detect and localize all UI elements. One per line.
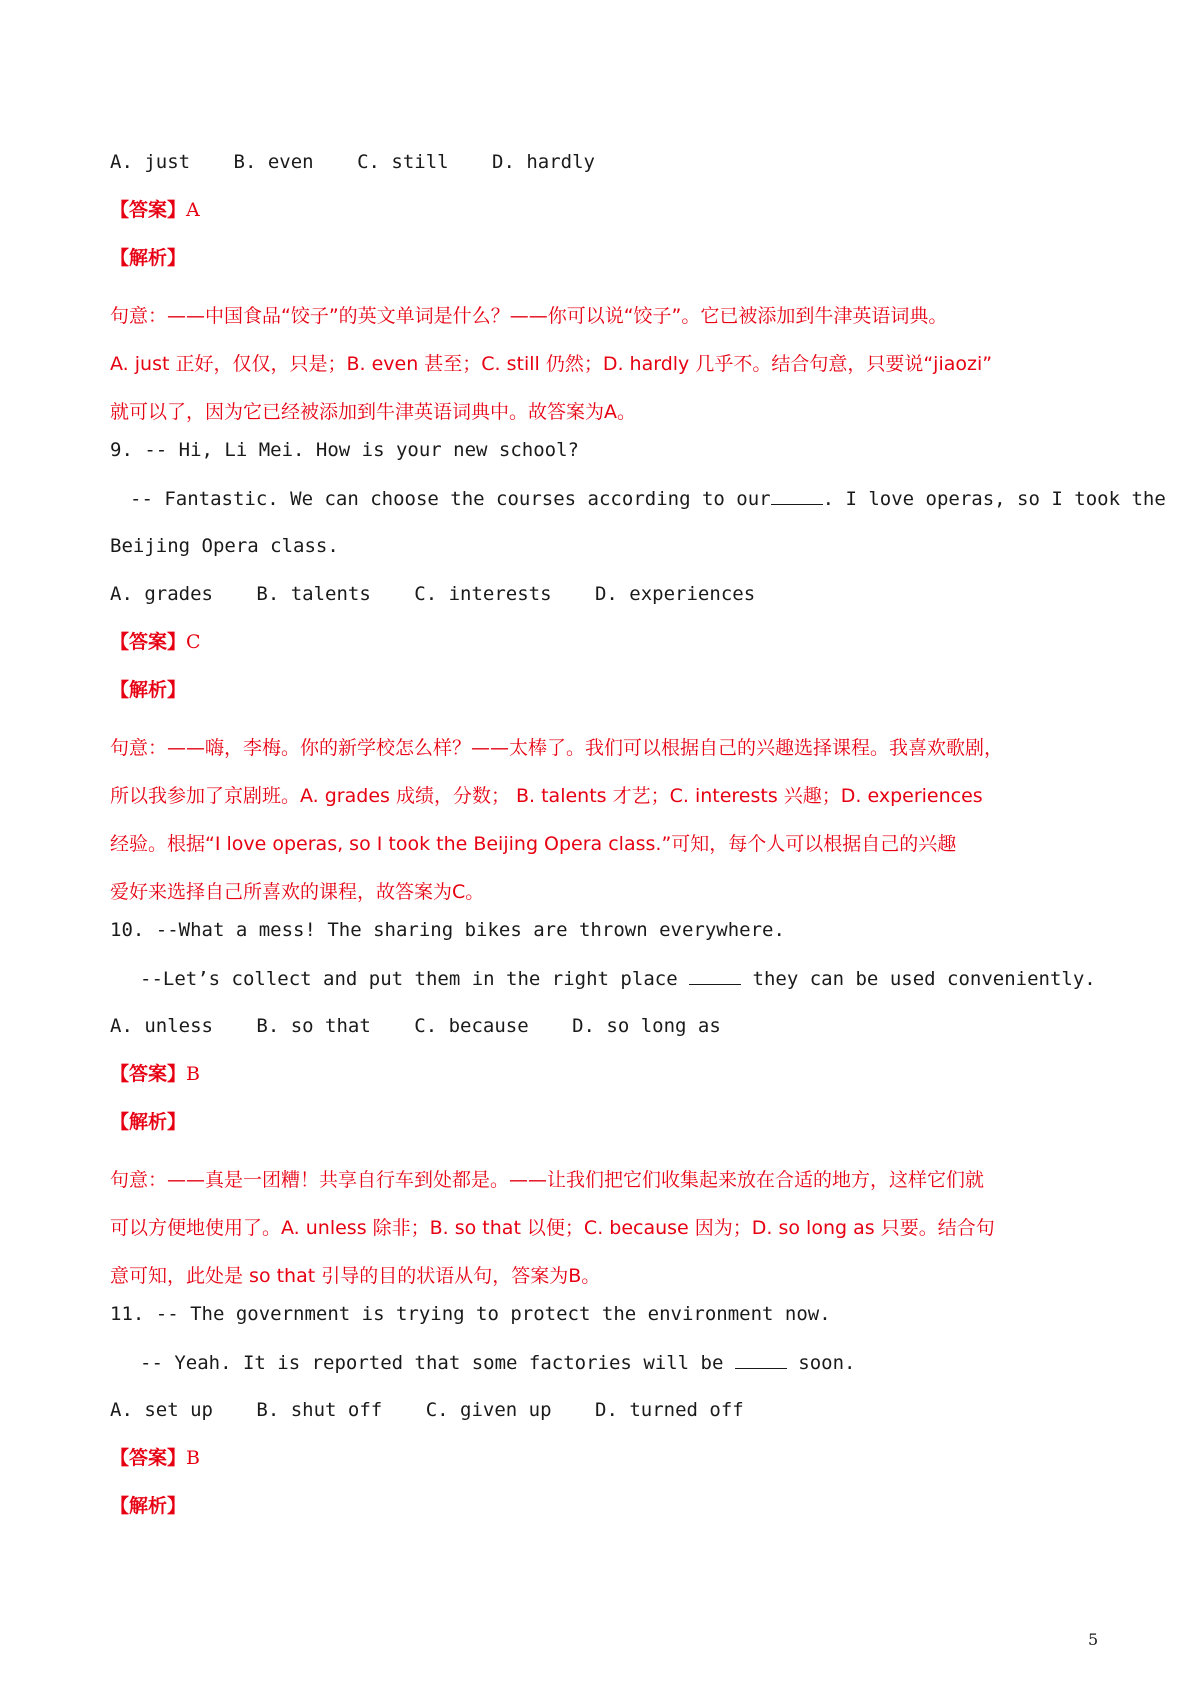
q10-question: 10. --What a mess! The sharing bikes are thrown everywhere. (110, 919, 785, 941)
q9-explanation (110, 724, 1100, 916)
q9-question: 9. -- Hi, Li Mei. How is your new school? (110, 439, 579, 461)
q9-response-cont: Beijing Opera class. (110, 535, 339, 557)
q8-explanation-line: 就可以了，因为它已经被添加到牛津英语词典中。故答案为A。 (110, 401, 636, 423)
page-number: 5 (1088, 1630, 1099, 1649)
q8-option-c: C. still (357, 151, 449, 173)
q11-option-c: C. given up (425, 1399, 552, 1421)
q9-option-c: C. interests (414, 583, 552, 605)
q11-answer (110, 1444, 1100, 1492)
q10-analysis (110, 1108, 1100, 1156)
answer-label: 【答案】 (110, 1447, 187, 1469)
document-page (110, 148, 1166, 1540)
q9-explanation-line: 所以我参加了京剧班。A. grades 成绩，分数； B. talents 才艺；C. interests 兴趣；D. experiences (110, 785, 983, 807)
q11-response (110, 1348, 1100, 1396)
q8-option-d: D. hardly (492, 151, 595, 173)
q10-option-a: A. unless (110, 1015, 213, 1037)
q10-explanation-line: 可以方便地使用了。A. unless 除非；B. so that 以便；C. because 因为；D. so long as 只要。结合句 (110, 1217, 995, 1239)
q10-response-part2: they can be used conveniently. (752, 968, 1096, 990)
answer-label: 【答案】 (110, 1063, 187, 1085)
answer-blank (771, 484, 823, 505)
q9-explanation-line: 句意：——嗨，李梅。你的新学校怎么样？——太棒了。我们可以根据自己的兴趣选择课程。我喜欢歌剧， (110, 737, 1004, 759)
q11-option-a: A. set up (110, 1399, 213, 1421)
answer-value: B (186, 1063, 200, 1085)
q8-options (110, 148, 1100, 196)
q10-explanation (110, 1156, 1100, 1300)
q10-options (110, 1012, 1100, 1060)
q11-options (110, 1396, 1100, 1444)
q11-response-part1: -- Yeah. It is reported that some factories will be (140, 1352, 724, 1374)
answer-value: B (186, 1447, 200, 1469)
q10-explanation-line: 意可知，此处是 so that 引导的目的状语从句，答案为B。 (110, 1265, 601, 1287)
q10-explanation-line: 句意：——真是一团糟！共享自行车到处都是。——让我们把它们收集起来放在合适的地方，这样它们就 (110, 1169, 985, 1191)
q9-explanation-line: 经验。根据“I love operas, so I took the Beijing Opera class.”可知，每个人可以根据自己的兴趣 (110, 833, 957, 855)
answer-blank (689, 964, 741, 985)
q9-analysis (110, 676, 1100, 724)
q10-option-b: B. so that (256, 1015, 371, 1037)
q11-option-b: B. shut off (256, 1399, 383, 1421)
q9-response-part1: -- Fantastic. We can choose the courses according to our (130, 488, 771, 510)
q11-question: 11. -- The government is trying to protect the environment now. (110, 1303, 831, 1325)
q9-option-d: D. experiences (594, 583, 756, 605)
analysis-label: 【解析】 (110, 1111, 187, 1133)
analysis-label: 【解析】 (110, 679, 187, 701)
q9-answer (110, 628, 1100, 676)
q8-answer (110, 196, 1100, 244)
answer-label: 【答案】 (110, 199, 187, 221)
q8-option-a: A. just (110, 151, 191, 173)
answer-blank (735, 1348, 787, 1369)
q9-explanation-line: 爱好来选择自己所喜欢的课程，故答案为C。 (110, 881, 485, 903)
q8-explanation (110, 292, 1100, 436)
answer-value: A (186, 199, 200, 221)
analysis-label: 【解析】 (110, 1495, 187, 1517)
q10-option-c: C. because (414, 1015, 529, 1037)
q9-option-a: A. grades (110, 583, 213, 605)
q8-explanation-line: 句意：——中国食品“饺子”的英文单词是什么？——你可以说“饺子”。它已被添加到牛津英语词典。 (110, 305, 948, 327)
q11-response-part2: soon. (798, 1352, 856, 1374)
q9-options (110, 580, 1100, 628)
q8-analysis (110, 244, 1100, 292)
answer-value: C (186, 631, 201, 653)
q8-explanation-line: A. just 正好，仅仅，只是；B. even 甚至；C. still 仍然；D. hardly 几乎不。结合句意，只要说“jiaozi” (110, 353, 993, 375)
q9-option-b: B. talents (256, 583, 371, 605)
answer-label: 【答案】 (110, 631, 187, 653)
q11-option-d: D. turned off (595, 1399, 744, 1421)
q9-response (110, 484, 1166, 532)
analysis-label: 【解析】 (110, 247, 187, 269)
q11-analysis (110, 1492, 1100, 1540)
q10-answer (110, 1060, 1100, 1108)
q10-response-part1: --Let’s collect and put them in the right place (140, 968, 678, 990)
q10-option-d: D. so long as (572, 1015, 721, 1037)
q8-option-b: B. even (233, 151, 314, 173)
q10-response (110, 964, 1100, 1012)
q9-response-part2: . I love operas, so I took the (822, 488, 1166, 510)
